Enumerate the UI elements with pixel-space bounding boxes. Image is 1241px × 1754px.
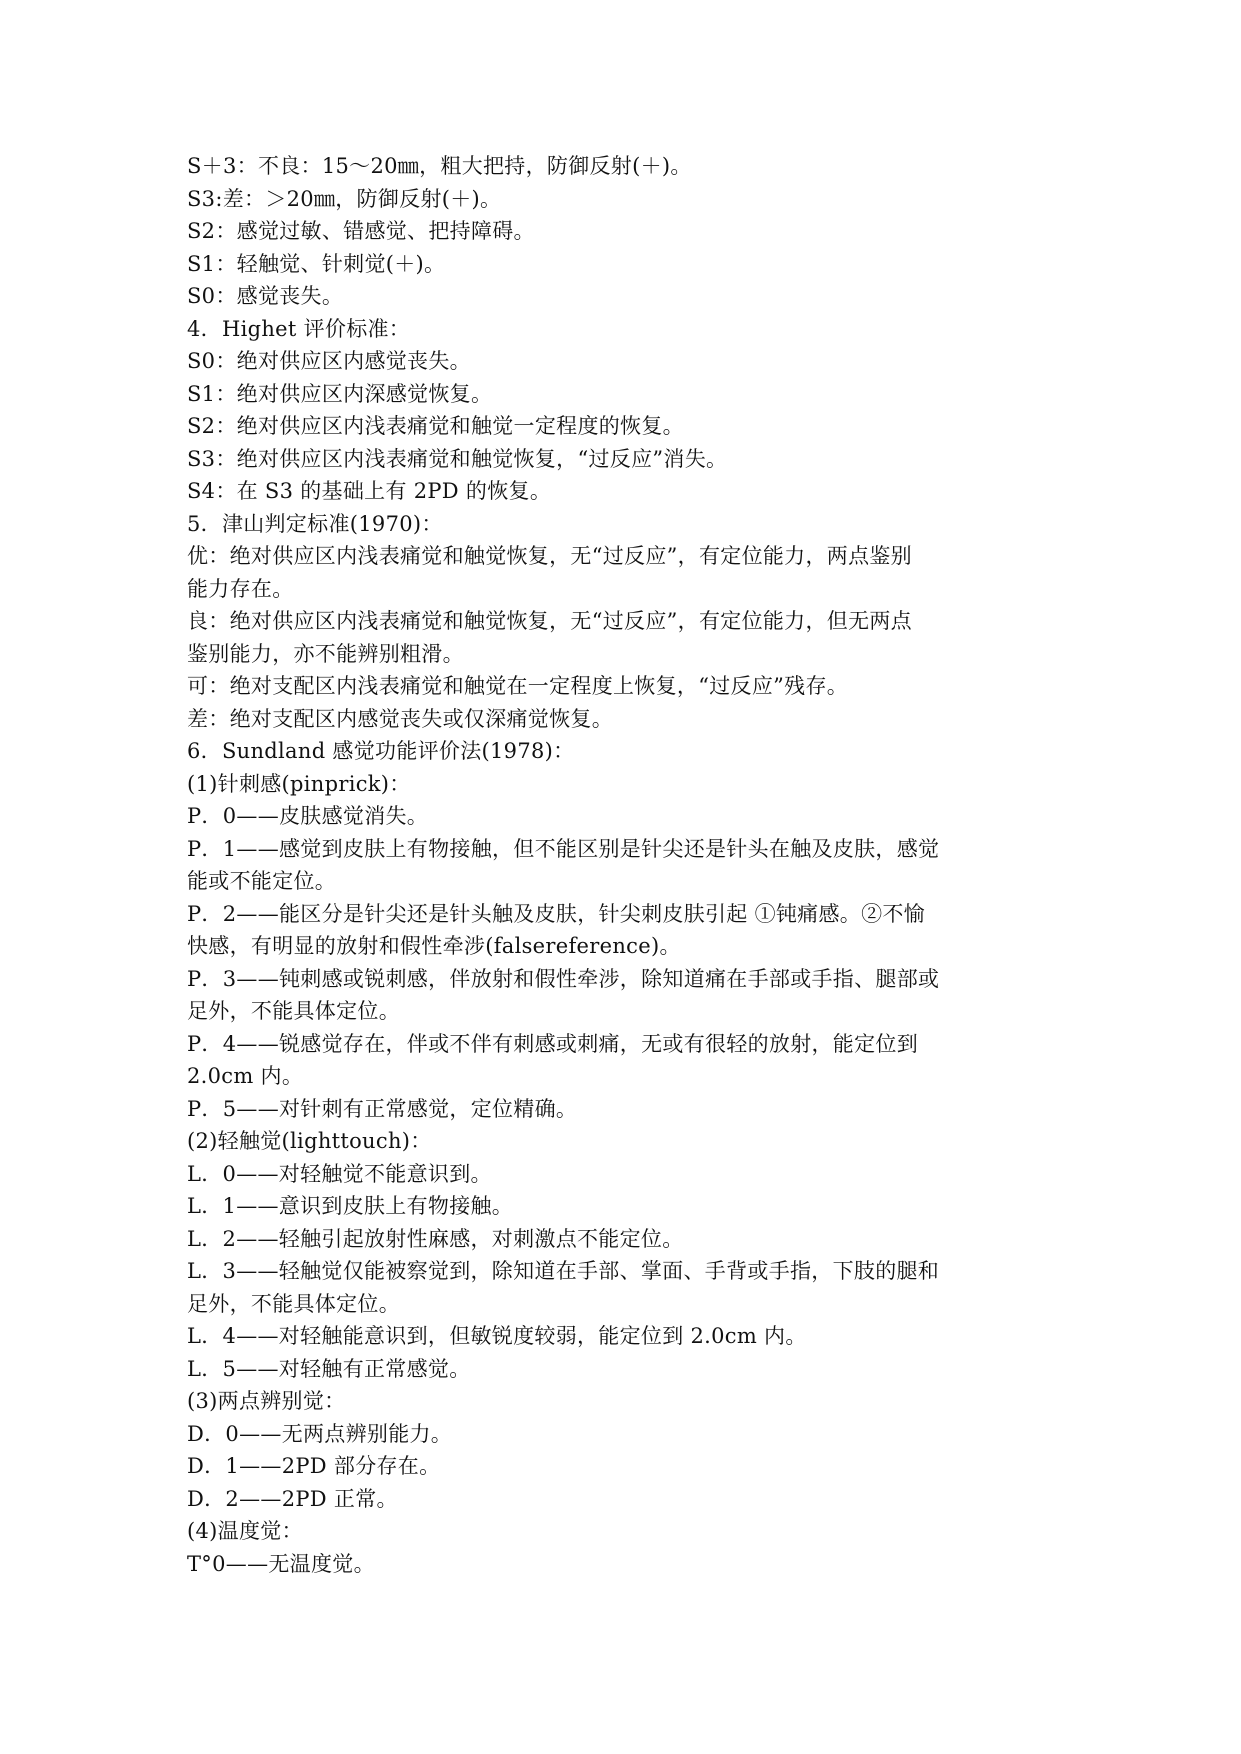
- text-line: 2.0cm 内。: [187, 1064, 304, 1088]
- text-line: 足外，不能具体定位。: [187, 1291, 400, 1316]
- text-line: P．0——皮肤感觉消失。: [187, 804, 429, 828]
- text-line: S4：在 S3 的基础上有 2PD 的恢复。: [187, 479, 552, 503]
- text-line: 鉴别能力，亦不能辨别粗滑。: [187, 641, 464, 666]
- text-line: 能力存在。: [187, 576, 294, 601]
- text-line: 快感，有明显的放射和假性牵涉(falsereference)。: [187, 934, 681, 958]
- text-line: 差：绝对支配区内感觉丧失或仅深痛觉恢复。: [187, 706, 613, 731]
- text-line: L．1——意识到皮肤上有物接触。: [187, 1194, 514, 1218]
- document-body: [187, 150, 1057, 1580]
- text-line: L．0——对轻触觉不能意识到。: [187, 1161, 492, 1186]
- text-line: D．2——2PD 正常。: [187, 1486, 398, 1511]
- text-line: 可：绝对支配区内浅表痛觉和触觉在一定程度上恢复，“过反应”残存。: [187, 674, 849, 698]
- text-line: S3:差：＞20㎜，防御反射(＋)。: [187, 186, 502, 211]
- text-line: S1：绝对供应区内深感觉恢复。: [187, 381, 493, 406]
- subsection-heading: (4)温度觉：: [187, 1519, 303, 1543]
- text-line: P．2——能区分是针尖还是针头触及皮肤，针尖刺皮肤引起 ①钝痛感。②不愉: [187, 901, 925, 926]
- text-line: D．1——2PD 部分存在。: [187, 1454, 441, 1478]
- text-line: P．1——感觉到皮肤上有物接触，但不能区别是针尖还是针头在触及皮肤，感觉: [187, 836, 940, 861]
- text-line: 足外，不能具体定位。: [187, 999, 400, 1023]
- text-line: L．4——对轻触能意识到，但敏锐度较弱，能定位到 2.0cm 内。: [187, 1324, 807, 1348]
- text-line: S2：绝对供应区内浅表痛觉和触觉一定程度的恢复。: [187, 414, 684, 438]
- subsection-heading: (3)两点辨别觉：: [187, 1389, 346, 1413]
- text-line: L．5——对轻触有正常感觉。: [187, 1356, 471, 1381]
- text-line: 良：绝对供应区内浅表痛觉和触觉恢复，无“过反应”，有定位能力，但无两点: [187, 609, 912, 633]
- subsection-heading: (1)针刺感(pinprick)：: [187, 771, 411, 796]
- text-line: S3：绝对供应区内浅表痛觉和触觉恢复，“过反应”消失。: [187, 446, 728, 471]
- text-line: S0：绝对供应区内感觉丧失。: [187, 349, 471, 373]
- text-line: 优：绝对供应区内浅表痛觉和触觉恢复，无“过反应”，有定位能力，两点鉴别: [187, 544, 912, 568]
- text-line: S2：感觉过敏、错感觉、把持障碍。: [187, 219, 535, 243]
- text-line: P．3——钝刺感或锐刺感，伴放射和假性牵涉，除知道痛在手部或手指、腿部或: [187, 966, 940, 991]
- text-line: T°0——无温度觉。: [187, 1551, 375, 1576]
- text-line: L．3——轻触觉仅能被察觉到，除知道在手部、掌面、手背或手指，下肢的腿和: [187, 1259, 940, 1283]
- text-line: S＋3：不良：15～20㎜，粗大把持，防御反射(＋)。: [187, 154, 692, 178]
- section-heading: 6．Sundland 感觉功能评价法(1978)：: [187, 739, 575, 763]
- text-line: L．2——轻触引起放射性麻感，对刺激点不能定位。: [187, 1226, 684, 1251]
- text-line: S0：感觉丧失。: [187, 284, 344, 308]
- section-heading: 5．津山判定标准(1970)：: [187, 511, 443, 536]
- text-line: D．0——无两点辨别能力。: [187, 1421, 453, 1446]
- text-line: 能或不能定位。: [187, 869, 337, 893]
- section-heading: 4．Highet 评价标准：: [187, 316, 411, 341]
- text-line: P．4——锐感觉存在，伴或不伴有刺感或刺痛，无或有很轻的放射，能定位到: [187, 1031, 918, 1056]
- subsection-heading: (2)轻触觉(lighttouch)：: [187, 1129, 432, 1153]
- text-line: P．5——对针刺有正常感觉，定位精确。: [187, 1096, 578, 1121]
- text-line: S1：轻触觉、针刺觉(＋)。: [187, 251, 446, 276]
